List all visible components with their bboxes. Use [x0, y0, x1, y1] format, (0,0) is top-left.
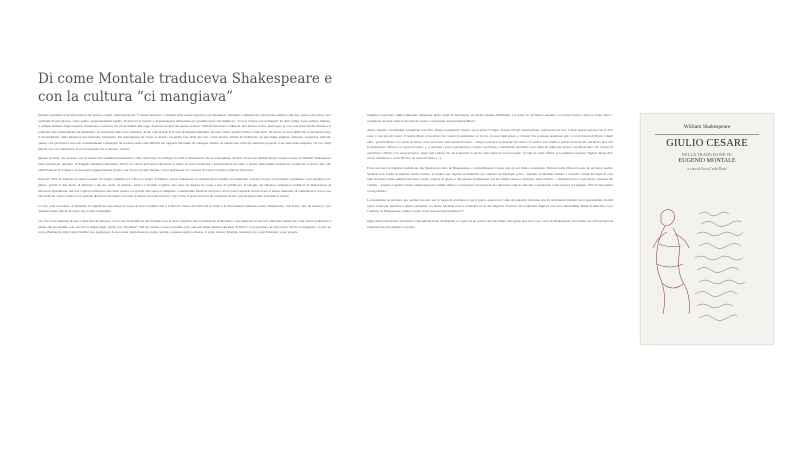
article-column-right [367, 113, 613, 235]
paragraph: Oggi invece necessario ricostruire l’incredibile mole di Montale e l’opera di un sorriso del suo tempo alle prese non solo con i versi di Shakespeare, ma anche con altri bisogni ed esigenze ben più semplici e terrene. [367, 219, 613, 229]
paragraph: Quente vicende, che portano con sé sudori non sandideti (nomenarisi, come riuscivano in sviluppo tra altri le dimensione che accompagnano un libro di morosi pubblicazione: Giulio Cesare di William Shakespeare nella traduzione, appunto, di Eugenio Montale (Interlinea, 2023). La curata dell’opera ripercorre il dietro le varie traduzioni e pubblicazioni del testo a partire dalla prima traduzione, scritta per il teatro, fino alla pubblicazione in volume e ai successivi aggiustamenti, grazie a un lavoro su carte inedite, con la prefazione e la curatela di Lucia Corbella e Ottavia Ottaviani. [38, 156, 331, 172]
quote-paragraph: Amici, romani, concittadini, prestatemi orecchio. Vengo a seppellire Cesare, non a farne l’elogio. Il male che gli uomini fanno, sopravvive ad essi; il bene spesso sepolto con le loro ossa: e così sia di Cesare. Il nobile Bruto vi ha detto che Cesare fu ambizioso: se lo era, fu una colpa grave, e Cesare l’ha scontata. Ammesso qui, e col permesso di Bruto e degli altri – perché Bruto è un uomo di onore; così sono tutti, tutti uomini d’onore – vengo a parlare al funerale di Cesare. Fu amico mio, fedele e giusto verso di me; ma Bruto dice che fu ambizioso e Bruto è un uomo d’onore. [...] Quando i poveri piangevano, Cesare lacrimava; l’ambizione dovrebbe esser fatta di stoffa più severa; ma Bruto dice che Cesare fu ambizioso e Bruto è un uomo d’onore. Avete tutti veduto che nei Lupercali io gli tre volte offrii la corona regale, ch’egli tre volte rifiutò: era ambizione questa? Eppure Bruto dice che fu ambizioso e certo Bruto è un uomo d’onore [...] [367, 128, 613, 161]
book-translator: EUGENIO MONTALE [678, 158, 736, 164]
book-author: William Shakespeare [683, 124, 731, 130]
paragraph: semplici e popolari: animai limonati, lamentose grida, degli di mascaperti, ad adobar grenne. Bellissimo è il passo in cui Marco Antonio, con abile retorica, aizza la folla contro i congiurati, dicendo nelle le bocche di Cesare e accusando lui brucamente Bruto: [367, 113, 613, 123]
paragraph: Nata nel 1953 su richiesta di Guido Granier di Giorgio Strehler per il Piccolo Teatro di Milano, questa traduzione era rimasta finora inedita, ma mettiamo al manco troppo la necessità e premesse a sua pubblica ed a giunto, perché il dire molto di Montale e del suo modo di tradurre. Giusci e Strehler vogliono uno testo da mettere in scena e non da pubblicare. Il bisogno gli chiedono istantanea traduttori di Shakespeare di Salvatore Quasimodo, ma non voglion sviluppare una dirse poesia. La grande dell’opera è vinigliano. Consultiamo Montale all’epoca, ma il poeta risponde di non avere il tempo materiale di completare il lavoro per una proficua, usata sorelle. Così qualche difazione nel tempo, facendo si interse in scena il lavoro. Tra l’altra, il poeta riceverà un compenso di lire, perché passa tanti dovrebbe al Teatro. [38, 177, 331, 199]
article-column-left [38, 113, 331, 240]
book-cover-illustration [641, 174, 773, 344]
book-divider [655, 134, 759, 135]
paragraph: Quando pensiamo ai grandi scrittori del passato, quelli ormai entrati nel “Canone letterario” e studiati sulle scuole superiori, per intenderci, tendiamo a dimenticare che furono uomini come noi, spesso alle prese con i problemi di ogni giorno, come quello, apparentemente banale, di sbarcare il lunario e di guadagnarsi abbastanza per garantirsi una vita dignitosa. “Con la cultura non si mangia” ha detto tempo fa un politico italiano, e, sempre delibere degli sognava, studiavano e pensava che un problema dell’oggi, di questa società che spesso svilisce l’attività letteraria e culturale. Nel mezzo scorso, purtroppo, le cose non erano molto diverse e il problema del sostentamento ha riguardato, in alcuni fasi della loro esistenza, anche i più grandi. Il il caso di Eugenio Montale. Il poeta, futuro premio Nobel, a fine anni ’30 ritrova la sorta difficolta economiche dopo il licenziamento dalla direzione del Gabinetto Vieusseux. Per guadagnarsi da vivere si dedicò, tra quello fase della sua vita, a una intensa attività di traduzione, da più lingue (inglese, francese, spagnolo). Attività, questa, che gli fornisce non solo sostentamento e impegno, da norteria tante volte difficili nel rapporto dei tempi di consegna. Inoltre, in quella fase, tuttò gli venivano proposti, a seconda delle esigenze, via via, dagli editori con cui collaborava, il suo riconsegna ciò ce intanto, i lavori. [38, 113, 331, 151]
book-title: GIULIO CESARE [666, 138, 748, 149]
book-subtitle: NELLA TRADUZIONE DI [681, 153, 733, 157]
book-cover [640, 113, 774, 345]
paragraph: La vita, sola eccezione, il dilemma, ha significato una messa in scena ai testi e numeri non è il Piccolo Teatro nel 1953-54 in Italia e in Sud America (Buenos Aires, Montevideo, San Paolo, Rio de Janeiro) e per qualche lettere tipiche di opera sua di altri compagnie. [38, 203, 331, 214]
article-title: Di come Montale traduceva Shakespeare e con la cultura “ci mangiava” [38, 71, 333, 105]
book-editor: a cura di Luca Carlo Rossi [687, 167, 727, 171]
paragraph: Ciò che forse interessa di più, a tanti anni di distanza, è non solo le modifiche che Strehler fece al testo originale, ma la traduzione di Montale, e per meritarsi la sua nota, Montale ritiene che “una buona traduzione è quella che sia tenibile a sé, che sia la lingua degli, anche con i moderni”. Nel suo Giulio Cesare troviamo così: una più ampia mimesi del testo di Bruco; la popolarità e la buca dare i tributi ad aneggiare, ti darò un conio, Barbarelle. Ogni tanto Strehler non apprezzava la sua scena, nella messa in scena, sparita e assunse sparite a messa. A volte, invece, Montale traduceva suo versi Desiderio e suo proprie [38, 219, 331, 235]
paragraph: La traduzione su incontra, pur sempre un testo per lo meno di eccellente e per il teatro, spettacolo come un tentativo rilevante non fu di maniera limitata tra la speranzialità di altri opere scelte per passione e giusta personale. Lo stesso Montale non la considera tra le sue migliori. Scriverà “In traduzioni migliori non sono infatti Billy Budd di Melville, e poi l’Amleto di Shakespeare. Giulio Cesare credo non sarà mai pubblicato”. [367, 198, 613, 214]
paragraph: Forte non sarà la migliore traduzione che Montale ha fatto di Shakespeare, e probabilmente l’opera non gli era molto congeniale. Tuttavia sulla difesa il poeta da un’unico partiti. Montale non voglio di tradurre Giulio Cesare, lo traduce per ragioni economiche, per ottenere un impiegno preso. “Quando le Montale traduce i concetti i tempi del tagio di cesa tanti di mezza estate semple una libera scelta, regione di questo e del piacere di misurarsi con un cambio autore e letterario nella attività – commenta Luca Carlo Rossi, curatore del volume – quando è applicò il testo shakespeariano sembre timore a la tassativa ricorrenza il suo interesse come lo annoiate convenzioni come precisa il 3 gennaio 1957 in una lettera a Luigi Russo”. [367, 166, 613, 193]
